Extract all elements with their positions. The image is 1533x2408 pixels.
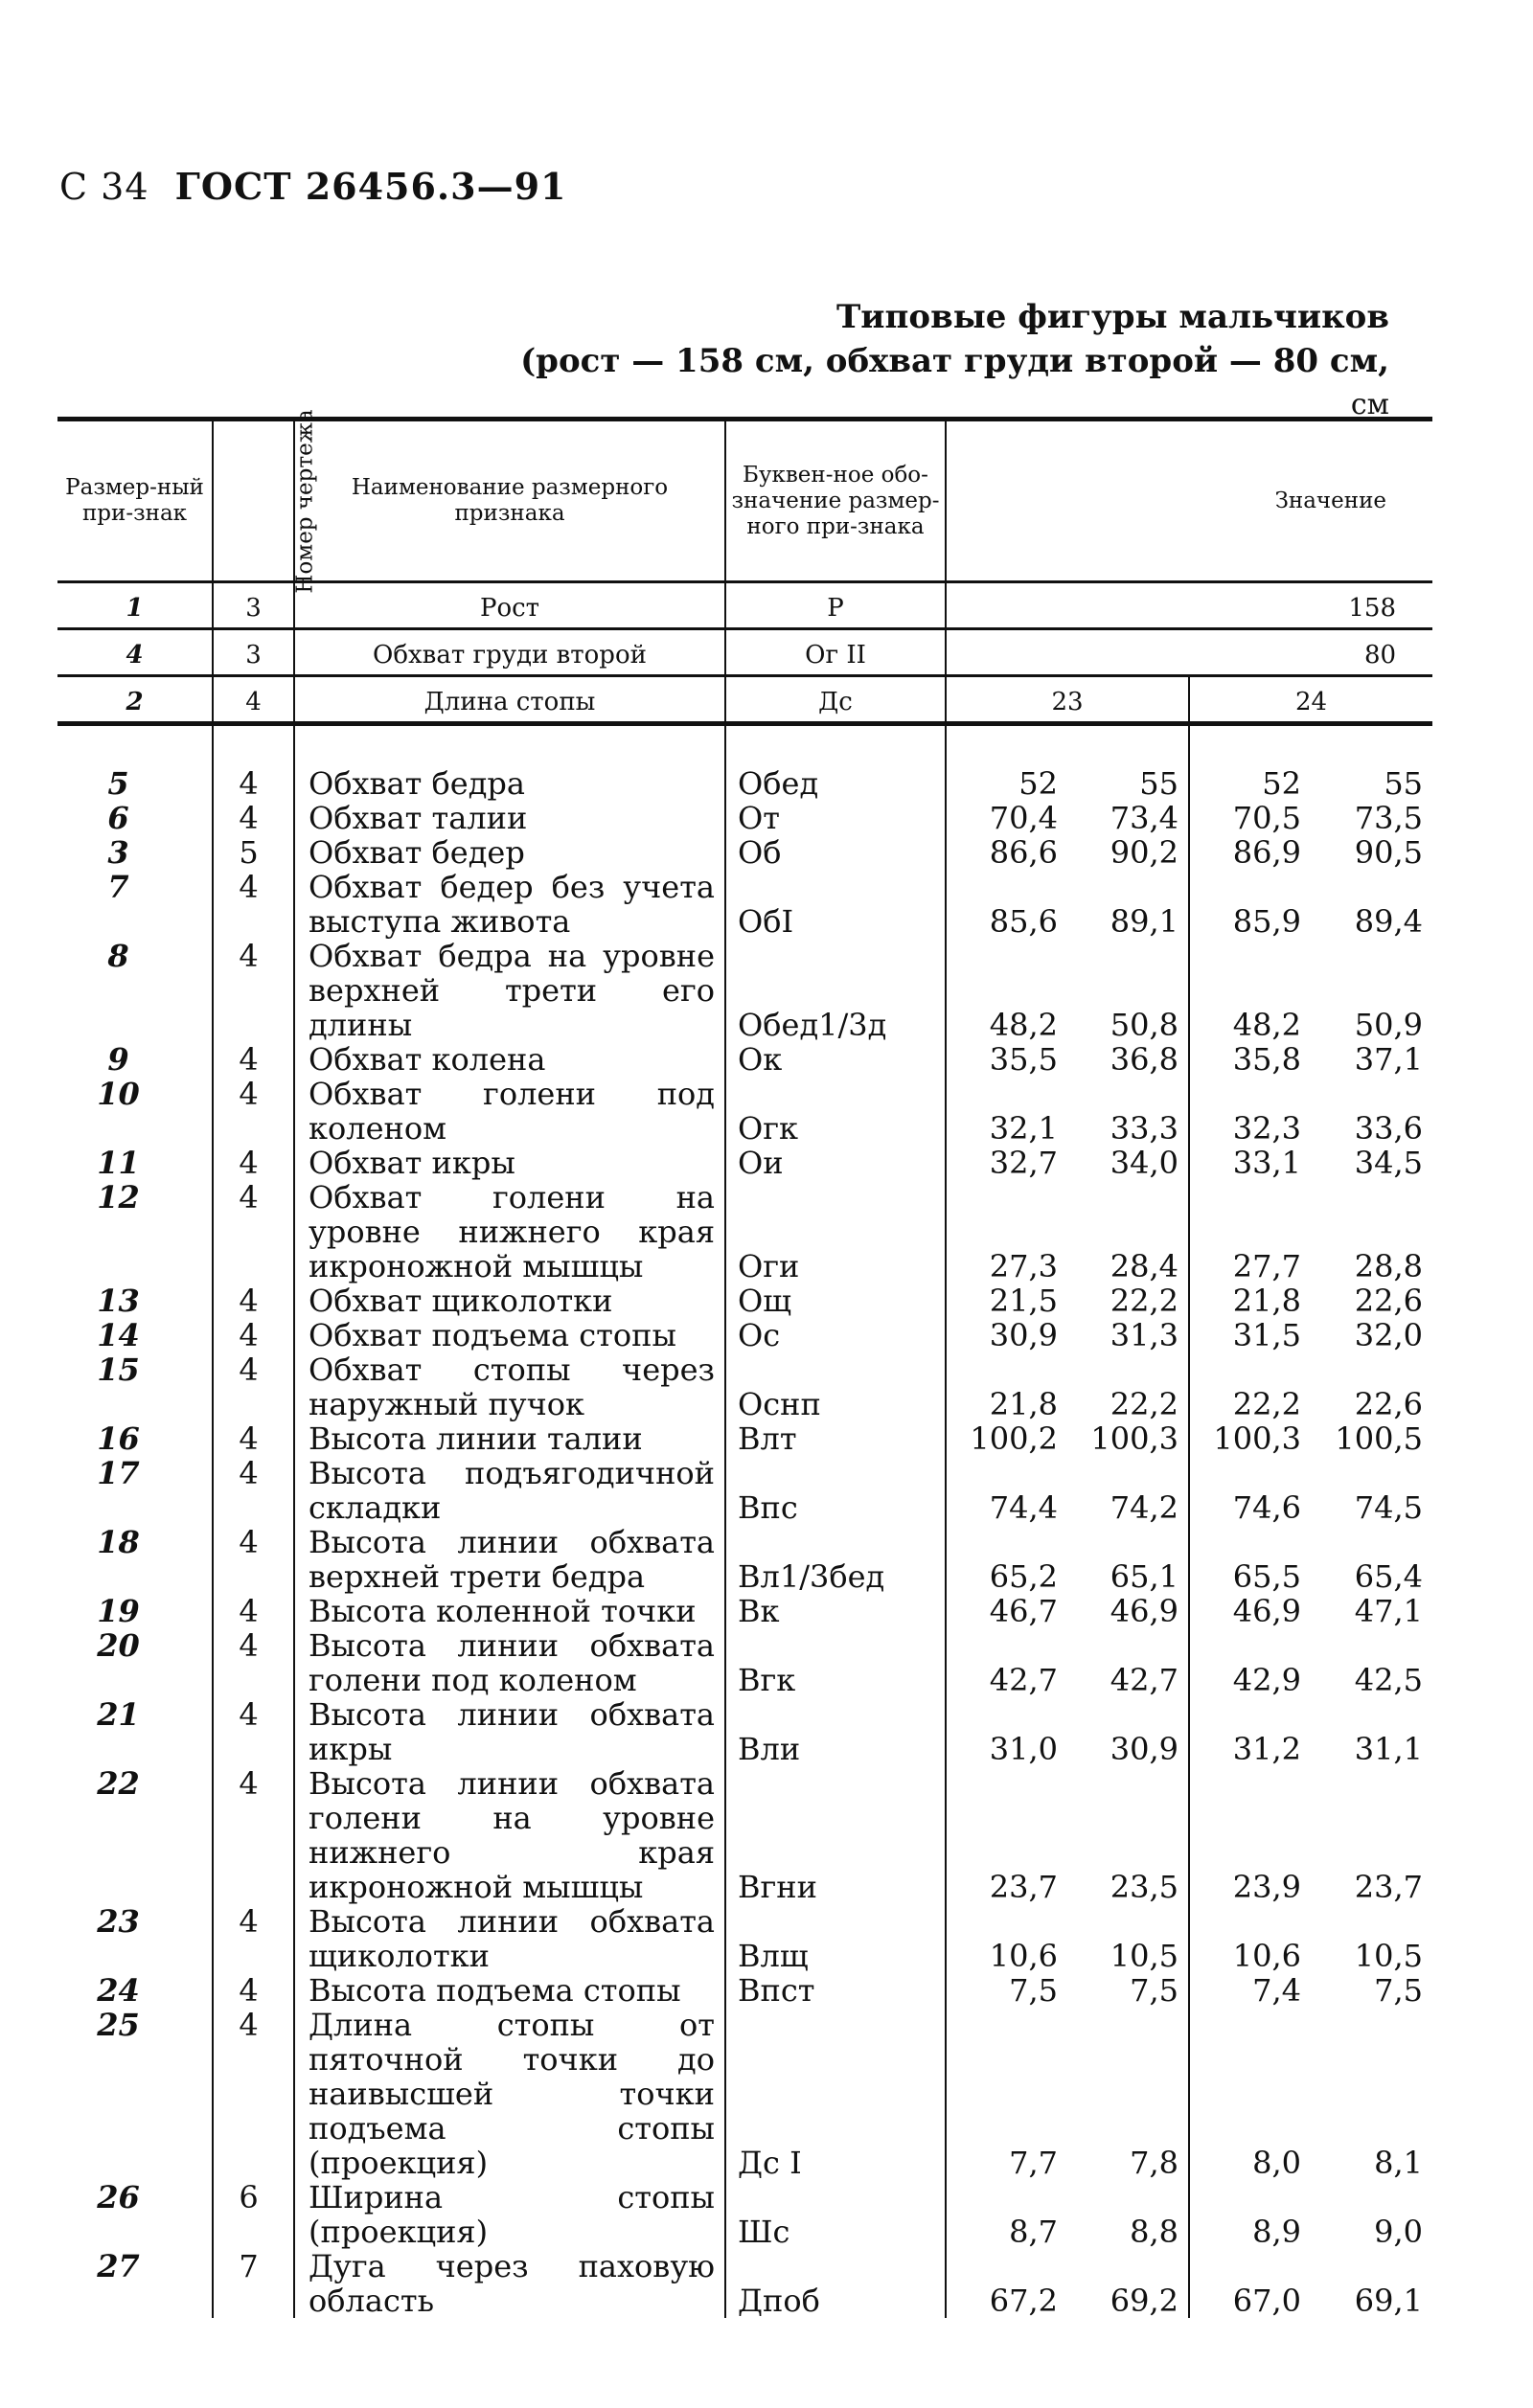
table-row xyxy=(57,1077,1432,1146)
feature-name: Обхват икры xyxy=(294,1146,725,1180)
feature-number: 25 xyxy=(97,2007,140,2043)
feature-number: 15 xyxy=(97,1352,140,1388)
table-row xyxy=(57,1904,1432,1973)
value-cell: 90,2 xyxy=(1110,834,1178,871)
value-cell: 7,4 xyxy=(1189,1973,1311,2008)
drawing-number: 4 xyxy=(213,870,294,939)
feature-number: 6 xyxy=(107,800,129,836)
feature-symbol: Дс I xyxy=(725,2008,946,2180)
value-cell: 7,5 xyxy=(1130,1972,1178,2009)
table-row xyxy=(57,1766,1432,1904)
table-row xyxy=(57,1421,1432,1456)
value-cell: 48,2 xyxy=(1189,939,1311,1042)
feature-name: Обхват щиколотки xyxy=(294,1284,725,1318)
value-cell: 23,7 xyxy=(1354,1869,1424,1905)
caption-line-1: Типовые фигуры мальчиков xyxy=(835,298,1389,336)
feature-symbol: Вгни xyxy=(725,1766,946,1904)
feature-symbol: Оснп xyxy=(725,1352,946,1421)
value-cell: 42,7 xyxy=(1110,1662,1178,1698)
value-cell: 42,7 xyxy=(946,1628,1067,1697)
feature-symbol: Об xyxy=(725,835,946,870)
value-cell: 74,6 xyxy=(1189,1456,1311,1525)
value-cell: 100,3 xyxy=(1189,1421,1311,1456)
value-cell: 46,9 xyxy=(1189,1594,1311,1628)
value-cell: 32,3 xyxy=(1189,1077,1311,1146)
value-cell: 50,8 xyxy=(1110,1007,1178,1043)
value-cell: 31,1 xyxy=(1354,1731,1424,1767)
feature-number: 7 xyxy=(107,869,129,905)
feature-number: 23 xyxy=(97,1903,140,1940)
feature-number: 10 xyxy=(97,1076,140,1112)
value-cell: 46,7 xyxy=(946,1594,1067,1628)
drawing-number: 4 xyxy=(213,1456,294,1525)
value-cell: 21,8 xyxy=(1189,1284,1311,1318)
feature-symbol: Впс xyxy=(725,1456,946,1525)
feature-name: Высота коленной точки xyxy=(294,1594,725,1628)
feature-symbol: Вли xyxy=(725,1697,946,1766)
drawing-number: 7 xyxy=(213,2249,294,2318)
feature-symbol: Огк xyxy=(725,1077,946,1146)
page-header xyxy=(59,165,566,208)
standard-code: ГОСТ 26456.3—91 xyxy=(174,165,567,208)
value-cell: 46,9 xyxy=(1110,1593,1178,1629)
value-cell: 10,5 xyxy=(1110,1938,1178,1974)
feature-value: 80 xyxy=(946,629,1432,676)
feature-symbol: Ои xyxy=(725,1146,946,1180)
value-cell: 37,1 xyxy=(1354,1041,1424,1078)
feature-name: Высота линии талии xyxy=(294,1421,725,1456)
feature-symbol: Вл1/3бед xyxy=(725,1525,946,1594)
table-row xyxy=(57,1042,1432,1077)
value-cell: 69,2 xyxy=(1110,2283,1178,2319)
feature-name: Обхват бедер xyxy=(294,835,725,870)
value-cell: 33,6 xyxy=(1354,1110,1424,1147)
value-cell: 31,0 xyxy=(946,1697,1067,1766)
feature-number: 5 xyxy=(107,765,129,802)
feature-symbol: Ос xyxy=(725,1318,946,1352)
value-cell: 22,2 xyxy=(1110,1283,1178,1319)
col-header-drawing: Номер чертежа xyxy=(213,420,294,582)
feature-symbol: Дс xyxy=(725,676,946,724)
feature-name: Длина стопы от пяточной точки до наивысшей точки подъема стопы (проекция) xyxy=(294,2008,725,2180)
value-cell: 23,9 xyxy=(1189,1766,1311,1904)
value-cell: 70,4 xyxy=(946,801,1067,835)
feature-name: Длина стопы xyxy=(294,676,725,724)
feature-number: 11 xyxy=(97,1145,140,1181)
col-header-value: Значение xyxy=(946,420,1432,582)
foot-size-b: 24 xyxy=(1189,676,1432,724)
drawing-number: 4 xyxy=(213,1525,294,1594)
value-cell: 86,9 xyxy=(1189,835,1311,870)
table-row xyxy=(57,1697,1432,1766)
value-cell: 30,9 xyxy=(1110,1731,1178,1767)
drawing-number: 4 xyxy=(213,1042,294,1077)
table-row xyxy=(57,2008,1432,2180)
value-cell: 32,7 xyxy=(946,1146,1067,1180)
table-row xyxy=(57,1318,1432,1352)
value-cell: 70,5 xyxy=(1189,801,1311,835)
drawing-number: 4 xyxy=(213,1904,294,1973)
table-row xyxy=(57,724,1432,802)
value-cell: 9,0 xyxy=(1374,2214,1424,2250)
feature-symbol: Влщ xyxy=(725,1904,946,1973)
drawing-number: 4 xyxy=(213,1766,294,1904)
feature-name: Высота линии обхвата верхней трети бедра xyxy=(294,1525,725,1594)
table-row xyxy=(57,1973,1432,2008)
table-row xyxy=(57,2180,1432,2249)
feature-number: 1 xyxy=(57,582,213,629)
value-cell: 67,2 xyxy=(946,2249,1067,2318)
drawing-number: 4 xyxy=(213,1697,294,1766)
feature-number: 17 xyxy=(97,1455,140,1491)
drawing-number: 5 xyxy=(213,835,294,870)
feature-symbol: ОбI xyxy=(725,870,946,939)
value-cell: 65,2 xyxy=(946,1525,1067,1594)
feature-symbol: Р xyxy=(725,582,946,629)
value-cell: 35,8 xyxy=(1189,1042,1311,1077)
value-cell: 30,9 xyxy=(946,1318,1067,1352)
feature-number: 18 xyxy=(97,1524,140,1560)
value-cell: 34,0 xyxy=(1110,1145,1178,1181)
feature-number: 26 xyxy=(97,2179,140,2215)
value-cell: 42,5 xyxy=(1354,1662,1424,1698)
drawing-number: 4 xyxy=(213,1594,294,1628)
value-cell: 22,6 xyxy=(1354,1386,1424,1422)
value-cell: 85,6 xyxy=(946,870,1067,939)
fixed-rows xyxy=(57,582,1432,724)
value-cell: 21,5 xyxy=(946,1284,1067,1318)
foot-length-row xyxy=(57,676,1432,724)
fixed-row xyxy=(57,629,1432,676)
feature-name: Высота линии обхвата голени под коленом xyxy=(294,1628,725,1697)
drawing-number: 4 xyxy=(213,1421,294,1456)
table-row xyxy=(57,1146,1432,1180)
feature-name: Обхват бедра xyxy=(294,724,725,802)
feature-name: Обхват груди второй xyxy=(294,629,725,676)
feature-number: 8 xyxy=(107,938,129,974)
table-row xyxy=(57,939,1432,1042)
feature-number: 9 xyxy=(107,1041,129,1078)
drawing-number: 4 xyxy=(213,676,294,724)
value-cell: 100,5 xyxy=(1335,1420,1424,1457)
feature-number: 20 xyxy=(97,1627,140,1664)
value-cell: 55 xyxy=(1384,765,1424,802)
feature-number: 12 xyxy=(97,1179,140,1215)
feature-number: 19 xyxy=(97,1593,140,1629)
value-cell: 23,5 xyxy=(1110,1869,1178,1905)
value-cell: 74,2 xyxy=(1110,1489,1178,1526)
table-row xyxy=(57,1284,1432,1318)
feature-number: 16 xyxy=(97,1420,140,1457)
value-cell: 50,9 xyxy=(1354,1007,1424,1043)
value-cell: 7,7 xyxy=(946,2008,1067,2180)
feature-symbol: Ощ xyxy=(725,1284,946,1318)
value-cell: 32,0 xyxy=(1354,1317,1424,1353)
drawing-number: 4 xyxy=(213,801,294,835)
table-row xyxy=(57,1456,1432,1525)
value-cell: 89,1 xyxy=(1110,903,1178,940)
feature-symbol: Влт xyxy=(725,1421,946,1456)
data-rows xyxy=(57,724,1432,2319)
value-cell: 28,4 xyxy=(1110,1248,1178,1284)
drawing-number: 4 xyxy=(213,1318,294,1352)
value-cell: 86,6 xyxy=(946,835,1067,870)
page-number: С 34 xyxy=(59,166,149,208)
value-cell: 69,1 xyxy=(1354,2283,1424,2319)
feature-name: Рост xyxy=(294,582,725,629)
value-cell: 42,9 xyxy=(1189,1628,1311,1697)
value-cell: 67,0 xyxy=(1189,2249,1311,2318)
value-cell: 7,5 xyxy=(946,1973,1067,2008)
feature-symbol: Шс xyxy=(725,2180,946,2249)
drawing-number: 4 xyxy=(213,2008,294,2180)
feature-name: Ширина стопы (проекция) xyxy=(294,2180,725,2249)
feature-name: Обхват бедер без учета выступа живота xyxy=(294,870,725,939)
feature-number: 27 xyxy=(97,2248,140,2284)
value-cell: 22,2 xyxy=(1110,1386,1178,1422)
table-row xyxy=(57,1352,1432,1421)
feature-number: 21 xyxy=(97,1696,140,1733)
value-cell: 36,8 xyxy=(1110,1041,1178,1078)
table-row xyxy=(57,1628,1432,1697)
feature-name: Обхват голени на уровне нижнего края икроножной мышцы xyxy=(294,1180,725,1284)
feature-name: Обхват бедра на уровне верхней трети его длины xyxy=(294,939,725,1042)
table-row xyxy=(57,801,1432,835)
value-cell: 27,3 xyxy=(946,1180,1067,1284)
feature-number: 3 xyxy=(107,834,129,871)
feature-symbol: Оги xyxy=(725,1180,946,1284)
value-cell: 47,1 xyxy=(1354,1593,1424,1629)
table-row xyxy=(57,1594,1432,1628)
feature-name: Обхват колена xyxy=(294,1042,725,1077)
feature-name: Высота подъягодичной складки xyxy=(294,1456,725,1525)
measurements-table xyxy=(57,408,1432,2319)
value-cell: 33,1 xyxy=(1189,1146,1311,1180)
value-cell: 74,4 xyxy=(946,1456,1067,1525)
drawing-number: 4 xyxy=(213,724,294,802)
table-row xyxy=(57,835,1432,870)
value-cell: 8,7 xyxy=(946,2180,1067,2249)
feature-name: Высота линии обхвата щиколотки xyxy=(294,1904,725,1973)
feature-name: Высота подъема стопы xyxy=(294,1973,725,2008)
value-cell: 31,5 xyxy=(1189,1318,1311,1352)
feature-symbol: Обед1/3д xyxy=(725,939,946,1042)
feature-name: Высота линии обхвата голени на уровне нижнего края икроножной мышцы xyxy=(294,1766,725,1904)
feature-name: Высота линии обхвата икры xyxy=(294,1697,725,1766)
value-cell: 27,7 xyxy=(1189,1180,1311,1284)
value-cell: 8,1 xyxy=(1374,2145,1424,2181)
value-cell: 85,9 xyxy=(1189,870,1311,939)
value-cell: 8,8 xyxy=(1130,2214,1178,2250)
value-cell: 34,5 xyxy=(1354,1145,1424,1181)
drawing-number: 4 xyxy=(213,1352,294,1421)
value-cell: 31,3 xyxy=(1110,1317,1178,1353)
value-cell: 28,8 xyxy=(1354,1248,1424,1284)
drawing-number: 4 xyxy=(213,1180,294,1284)
value-cell: 8,0 xyxy=(1189,2008,1311,2180)
value-cell: 65,4 xyxy=(1354,1558,1424,1595)
feature-symbol: Дпоб xyxy=(725,2249,946,2318)
value-cell: 32,1 xyxy=(946,1077,1067,1146)
feature-name: Дуга через паховую область xyxy=(294,2249,725,2318)
value-cell: 8,9 xyxy=(1189,2180,1311,2249)
feature-symbol: Впст xyxy=(725,1973,946,2008)
value-cell: 35,5 xyxy=(946,1042,1067,1077)
drawing-number: 4 xyxy=(213,939,294,1042)
value-cell: 10,5 xyxy=(1354,1938,1424,1974)
value-cell: 100,2 xyxy=(946,1421,1067,1456)
table-caption xyxy=(520,295,1389,427)
drawing-number: 4 xyxy=(213,1973,294,2008)
value-cell: 65,5 xyxy=(1189,1525,1311,1594)
drawing-number: 3 xyxy=(213,582,294,629)
value-cell: 52 xyxy=(1189,724,1311,802)
caption-unit: см xyxy=(1350,388,1389,421)
feature-number: 22 xyxy=(97,1765,140,1802)
feature-name: Обхват подъема стопы xyxy=(294,1318,725,1352)
feature-symbol: От xyxy=(725,801,946,835)
drawing-number: 4 xyxy=(213,1146,294,1180)
feature-symbol: Вгк xyxy=(725,1628,946,1697)
foot-size-a: 23 xyxy=(946,676,1189,724)
value-cell: 74,5 xyxy=(1354,1489,1424,1526)
value-cell: 100,3 xyxy=(1090,1420,1178,1457)
value-cell: 65,1 xyxy=(1110,1558,1178,1595)
value-cell: 21,8 xyxy=(946,1352,1067,1421)
feature-value: 158 xyxy=(946,582,1432,629)
table-row xyxy=(57,1180,1432,1284)
feature-name: Обхват талии xyxy=(294,801,725,835)
value-cell: 55 xyxy=(1139,765,1178,802)
value-cell: 22,2 xyxy=(1189,1352,1311,1421)
feature-number: 13 xyxy=(97,1283,140,1319)
drawing-number: 3 xyxy=(213,629,294,676)
table-row xyxy=(57,2249,1432,2318)
value-cell: 7,5 xyxy=(1374,1972,1424,2009)
feature-name: Обхват голени под коленом xyxy=(294,1077,725,1146)
feature-name: Обхват стопы через наружный пучок xyxy=(294,1352,725,1421)
feature-number: 4 xyxy=(57,629,213,676)
value-cell: 7,8 xyxy=(1130,2145,1178,2181)
col-header-name: Наименование размерного признака xyxy=(294,420,725,582)
col-header-feature: Размер-ный при-знак xyxy=(57,420,213,582)
table-row xyxy=(57,1525,1432,1594)
feature-number: 14 xyxy=(97,1317,140,1353)
value-cell: 52 xyxy=(946,724,1067,802)
value-cell: 73,4 xyxy=(1110,800,1178,836)
value-cell: 90,5 xyxy=(1354,834,1424,871)
feature-symbol: Обед xyxy=(725,724,946,802)
value-cell: 73,5 xyxy=(1354,800,1424,836)
drawing-number: 4 xyxy=(213,1284,294,1318)
col-header-symbol: Буквен-ное обо-значение размер-ного при-знака xyxy=(725,420,946,582)
feature-symbol: Вк xyxy=(725,1594,946,1628)
value-cell: 22,6 xyxy=(1354,1283,1424,1319)
feature-number: 24 xyxy=(97,1972,140,2009)
caption-line-2: (рост — 158 см, обхват груди второй — 80 см, xyxy=(520,342,1389,380)
value-cell: 31,2 xyxy=(1189,1697,1311,1766)
value-cell: 10,6 xyxy=(946,1904,1067,1973)
drawing-number: 6 xyxy=(213,2180,294,2249)
drawing-number: 4 xyxy=(213,1077,294,1146)
feature-number: 2 xyxy=(57,676,213,724)
value-cell: 89,4 xyxy=(1354,903,1424,940)
feature-symbol: Ок xyxy=(725,1042,946,1077)
feature-symbol: Ог II xyxy=(725,629,946,676)
value-cell: 10,6 xyxy=(1189,1904,1311,1973)
value-cell: 33,3 xyxy=(1110,1110,1178,1147)
fixed-row xyxy=(57,582,1432,629)
value-cell: 48,2 xyxy=(946,939,1067,1042)
value-cell: 23,7 xyxy=(946,1766,1067,1904)
table-row xyxy=(57,870,1432,939)
drawing-number: 4 xyxy=(213,1628,294,1697)
